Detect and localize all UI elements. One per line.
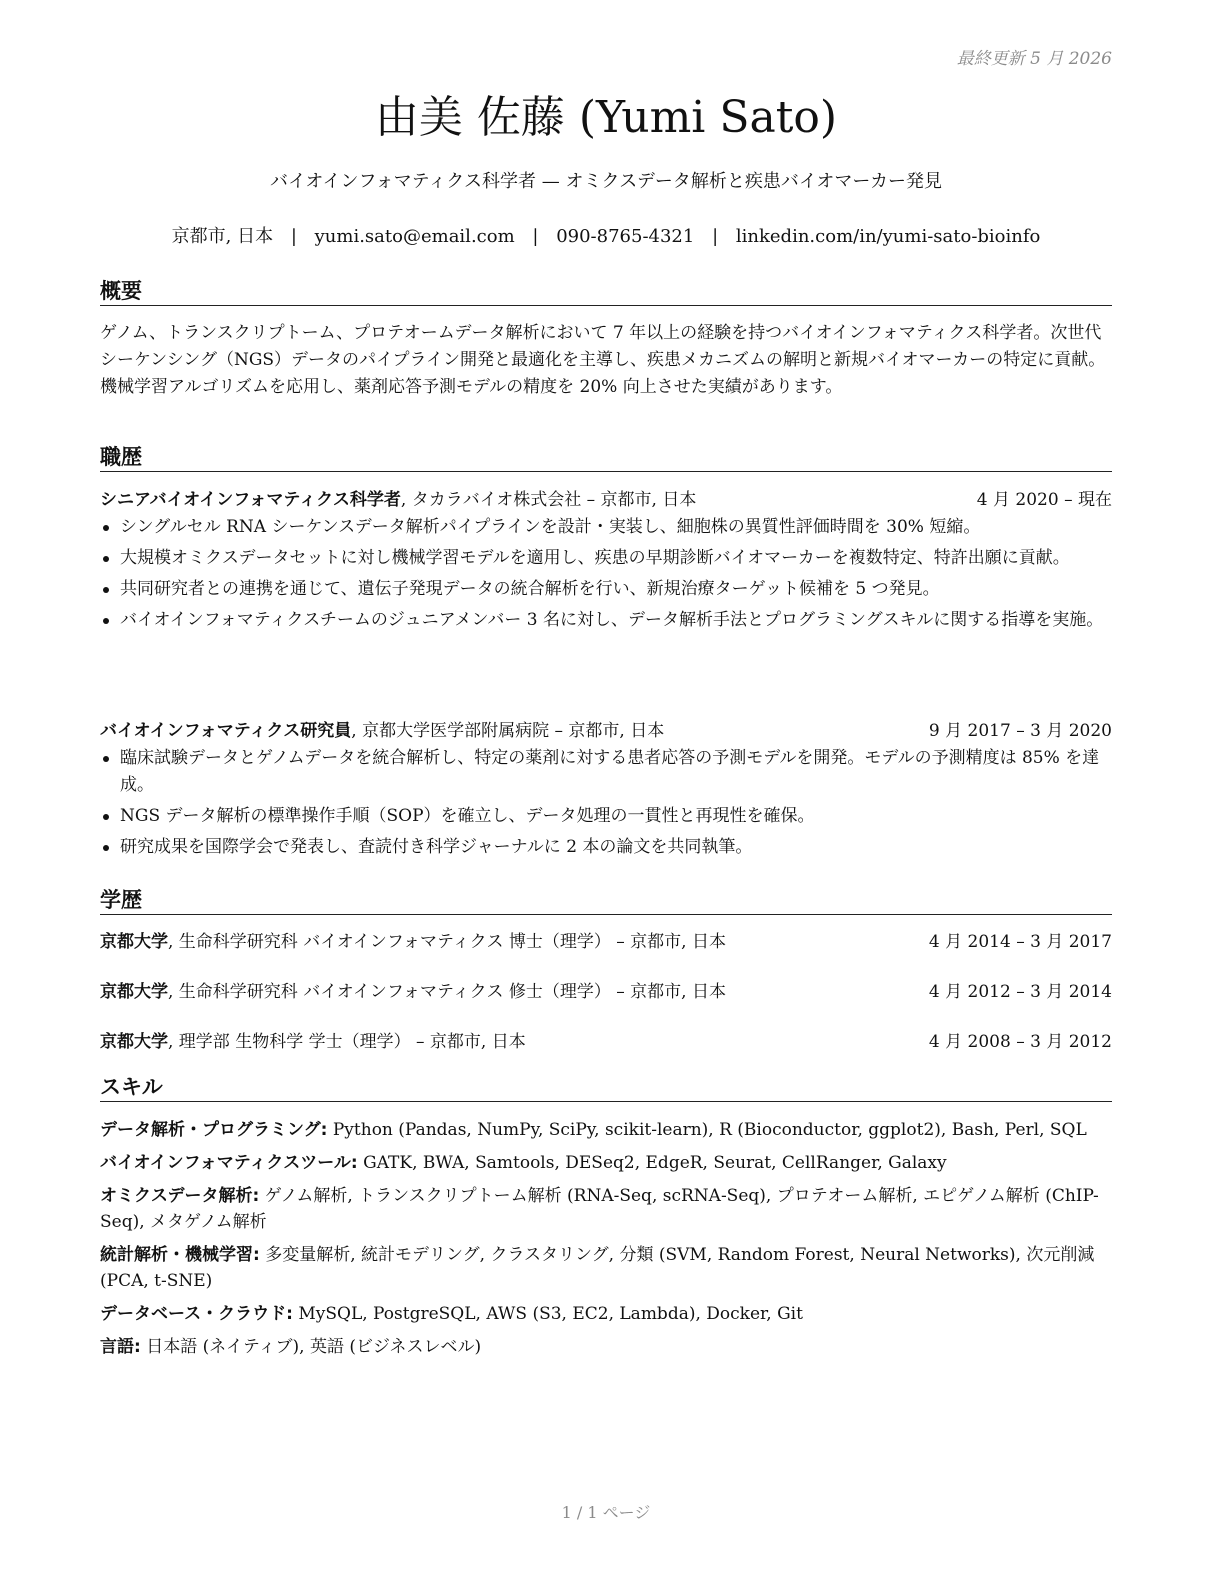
skill-key: オミクスデータ解析: <box>100 1186 260 1206</box>
skill-value: 多変量解析, 統計モデリング, クラスタリング, 分類 (SVM, Random Forest, Neural Networks), 次元削減 (PCA, t-SNE) <box>100 1245 1095 1291</box>
skill-row <box>100 1117 1112 1143</box>
education-dates: 4 月 2012 – 3 月 2014 <box>928 982 1112 1002</box>
separator: | <box>290 226 297 247</box>
skill-value: Python (Pandas, NumPy, SciPy, scikit-learn), R (Bioconductor, ggplot2), Bash, Perl, SQL <box>327 1120 1087 1140</box>
separator: | <box>712 226 719 247</box>
contact-email[interactable]: yumi.sato@email.com <box>314 226 515 247</box>
headline: バイオインフォマティクス科学者 — オミクスデータ解析と疾患バイオマーカー発見 <box>269 171 943 192</box>
job-role: シニアバイオインフォマティクス科学者 <box>100 490 401 510</box>
contact-linkedin[interactable]: linkedin.com/in/yumi-sato-bioinfo <box>735 226 1041 247</box>
skill-value: MySQL, PostgreSQL, AWS (S3, EC2, Lambda), Docker, Git <box>292 1304 803 1324</box>
list-item: バイオインフォマティクスチームのジュニアメンバー 3 名に対し、データ解析手法とプログラミングスキルに関する指導を実施。 <box>120 607 1112 634</box>
education-title-line <box>100 1029 526 1056</box>
education-detail: , 生命科学研究科 バイオインフォマティクス 博士（理学） – 京都市, 日本 <box>168 932 726 952</box>
job-header <box>100 718 1112 745</box>
job-org: , タカラバイオ株式会社 – 京都市, 日本 <box>400 490 697 510</box>
section-title-experience: 職歴 <box>100 444 1112 472</box>
contact-location: 京都市, 日本 <box>171 226 274 247</box>
skill-key: バイオインフォマティクスツール: <box>100 1153 358 1173</box>
list-item: シングルセル RNA シーケンスデータ解析パイプラインを設計・実装し、細胞株の異質性評価時間を 30% 短縮。 <box>120 514 1112 541</box>
skill-key: 統計解析・機械学習: <box>100 1245 260 1265</box>
summary-text: ゲノム、トランスクリプトーム、プロテオームデータ解析において 7 年以上の経験を持つバイオインフォマティクス科学者。次世代シーケンシング（NGS）データのパイプライン開発と最適化を主導し、疾患メカニズムの解明と新規バイオマーカーの特定に貢献。機械学習アルゴリズムを応用し、薬剤応答予測モデルの精度を 20% 向上させた実績があります。 <box>100 323 1106 397</box>
job-bullets <box>100 514 1112 634</box>
list-item: 臨床試験データとゲノムデータを統合解析し、特定の薬剤に対する患者応答の予測モデルを開発。モデルの予測精度は 85% を達成。 <box>120 745 1112 799</box>
section-title-skills: スキル <box>100 1074 1112 1102</box>
education-school: 京都大学 <box>100 982 168 1002</box>
section-title-education: 学歴 <box>100 887 1112 915</box>
education-title-line <box>100 929 726 956</box>
separator: | <box>532 226 539 247</box>
skills-list <box>100 1117 1112 1367</box>
list-item: 研究成果を国際学会で発表し、査読付き科学ジャーナルに 2 本の論文を共同執筆。 <box>120 834 1112 861</box>
education-row <box>100 1029 1112 1056</box>
skill-row <box>100 1242 1112 1294</box>
education-school: 京都大学 <box>100 1032 168 1052</box>
job-org: , 京都大学医学部附属病院 – 京都市, 日本 <box>351 721 665 741</box>
section-title-summary: 概要 <box>100 278 1112 306</box>
job-dates: 9 月 2017 – 3 月 2020 <box>928 721 1112 741</box>
skill-value: GATK, BWA, Samtools, DESeq2, EdgeR, Seurat, CellRanger, Galaxy <box>357 1153 947 1173</box>
education-detail: , 理学部 生物科学 学士（理学） – 京都市, 日本 <box>168 1032 526 1052</box>
last-updated: 最終更新 5 月 2026 <box>956 49 1112 69</box>
job-dates: 4 月 2020 – 現在 <box>976 490 1112 510</box>
candidate-name: 由美 佐藤 (Yumi Sato) <box>374 92 838 143</box>
job-bullets <box>100 745 1112 861</box>
page-number: 1 / 1 ページ <box>561 1503 651 1522</box>
education-school: 京都大学 <box>100 932 168 952</box>
job-entry <box>100 487 1112 638</box>
skill-row <box>100 1183 1112 1235</box>
skill-key: データベース・クラウド: <box>100 1304 293 1324</box>
skill-row <box>100 1334 1112 1360</box>
job-title-line <box>100 718 664 745</box>
education-entry <box>100 929 1112 956</box>
list-item: NGS データ解析の標準操作手順（SOP）を確立し、データ処理の一貫性と再現性を確保。 <box>120 803 1112 830</box>
education-row <box>100 929 1112 956</box>
contact-line <box>100 223 1112 251</box>
job-role: バイオインフォマティクス研究員 <box>100 721 352 741</box>
education-dates: 4 月 2008 – 3 月 2012 <box>928 1032 1112 1052</box>
education-dates: 4 月 2014 – 3 月 2017 <box>928 932 1112 952</box>
skill-row <box>100 1301 1112 1327</box>
skill-value: 日本語 (ネイティブ), 英語 (ビジネスレベル) <box>140 1337 482 1357</box>
skill-value: ゲノム解析, トランスクリプトーム解析 (RNA-Seq, scRNA-Seq), プロテオーム解析, エピゲノム解析 (ChIP-Seq), メタゲノム解析 <box>100 1186 1099 1232</box>
education-detail: , 生命科学研究科 バイオインフォマティクス 修士（理学） – 京都市, 日本 <box>168 982 726 1002</box>
skill-key: データ解析・プログラミング: <box>100 1120 328 1140</box>
skill-row <box>100 1150 1112 1176</box>
skill-key: 言語: <box>100 1337 141 1357</box>
list-item: 大規模オミクスデータセットに対し機械学習モデルを適用し、疾患の早期診断バイオマーカーを複数特定、特許出願に貢献。 <box>120 545 1112 572</box>
education-row <box>100 979 1112 1006</box>
job-title-line <box>100 487 696 514</box>
education-entry <box>100 1029 1112 1056</box>
education-entry <box>100 979 1112 1006</box>
list-item: 共同研究者との連携を通じて、遺伝子発現データの統合解析を行い、新規治療ターゲット候補を 5 つ発見。 <box>120 576 1112 603</box>
education-title-line <box>100 979 726 1006</box>
contact-phone: 090-8765-4321 <box>556 226 695 247</box>
job-header <box>100 487 1112 514</box>
job-entry <box>100 718 1112 865</box>
